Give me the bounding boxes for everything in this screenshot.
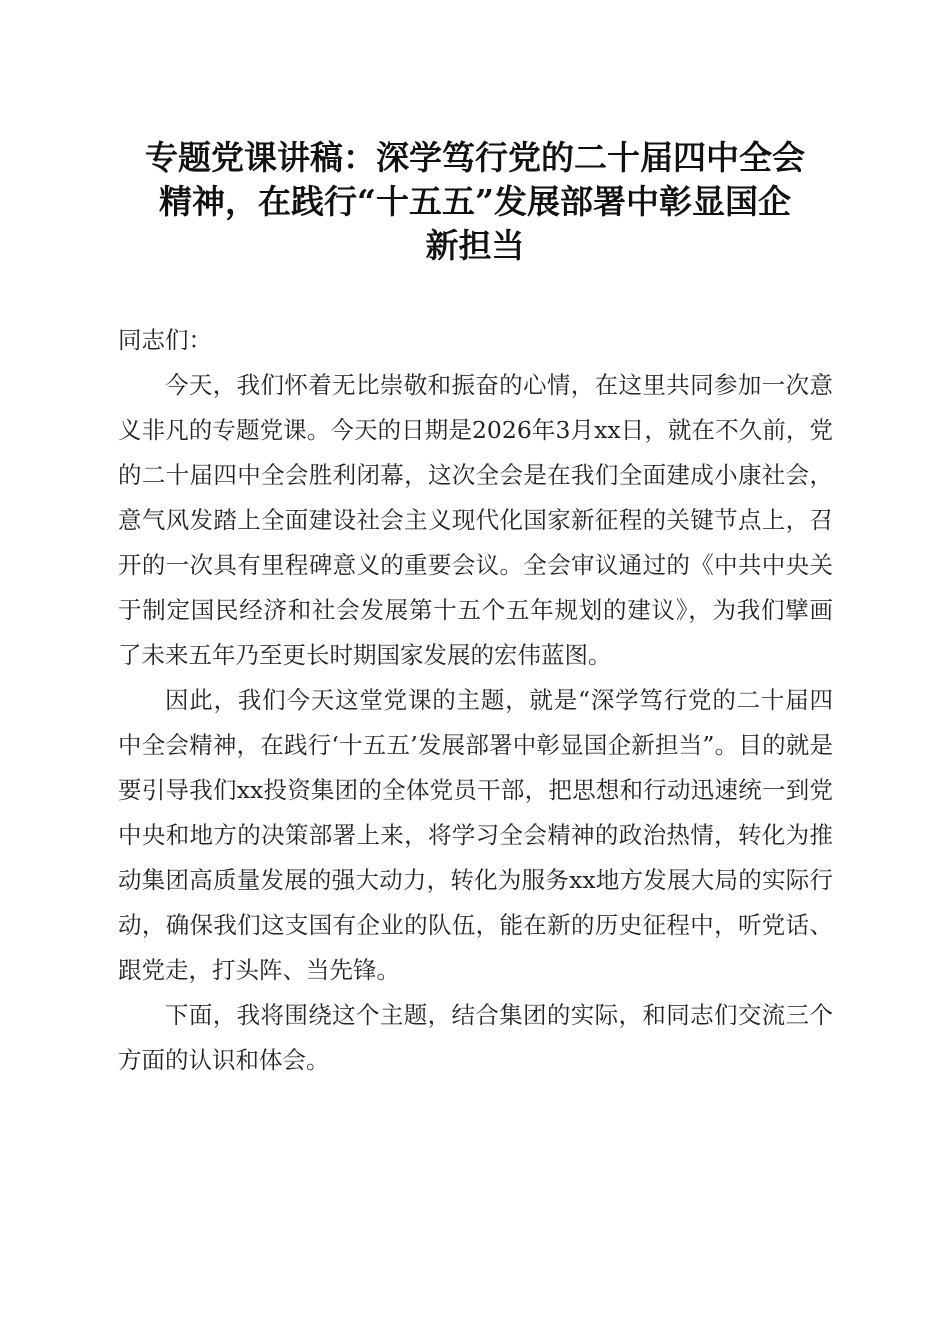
paragraph-opening: 今天，我们怀着无比崇敬和振奋的心情，在这里共同参加一次意义非凡的专题党课。今天的日期是2026年3月xx日，就在不久前，党的二十届四中全会胜利闭幕，这次全会是在我们全面建成小康社会，意气风发踏上全面建设社会主义现代化国家新征程的关键节点上，召开的一次具有里程碑意义的重要会议。全会审议通过的《中共中央关于制定国民经济和社会发展第十五个五年规划的建议》，为我们擘画了未来五年乃至更长时期国家发展的宏伟蓝图。 [118, 371, 833, 669]
title-line-3: 新担当 [425, 226, 525, 265]
title-line-1: 专题党课讲稿：深学笃行党的二十届四中全会 [145, 138, 805, 177]
title-line-2: 精神，在践行“十五五”发展部署中彰显国企 [159, 182, 791, 221]
paragraph-outline: 下面，我将围绕这个主题，结合集团的实际，和同志们交流三个方面的认识和体会。 [118, 1001, 833, 1074]
salutation: 同志们： [118, 326, 212, 354]
paragraph-theme: 因此，我们今天这堂党课的主题，就是“深学笃行党的二十届四中全会精神，在践行‘十五五’发展部署中彰显国企新担当”。目的就是要引导我们xx投资集团的全体党员干部，把思想和行动迅速统一到党中央和地方的决策部署上来，将学习全会精神的政治热情，转化为推动集团高质量发展的强大动力，转化为服务xx地方发展大局的实际行动，确保我们这支国有企业的队伍，能在新的历史征程中，听党话、跟党走，打头阵、当先锋。 [118, 686, 833, 984]
document-body [118, 318, 833, 1083]
document-title [110, 136, 840, 268]
